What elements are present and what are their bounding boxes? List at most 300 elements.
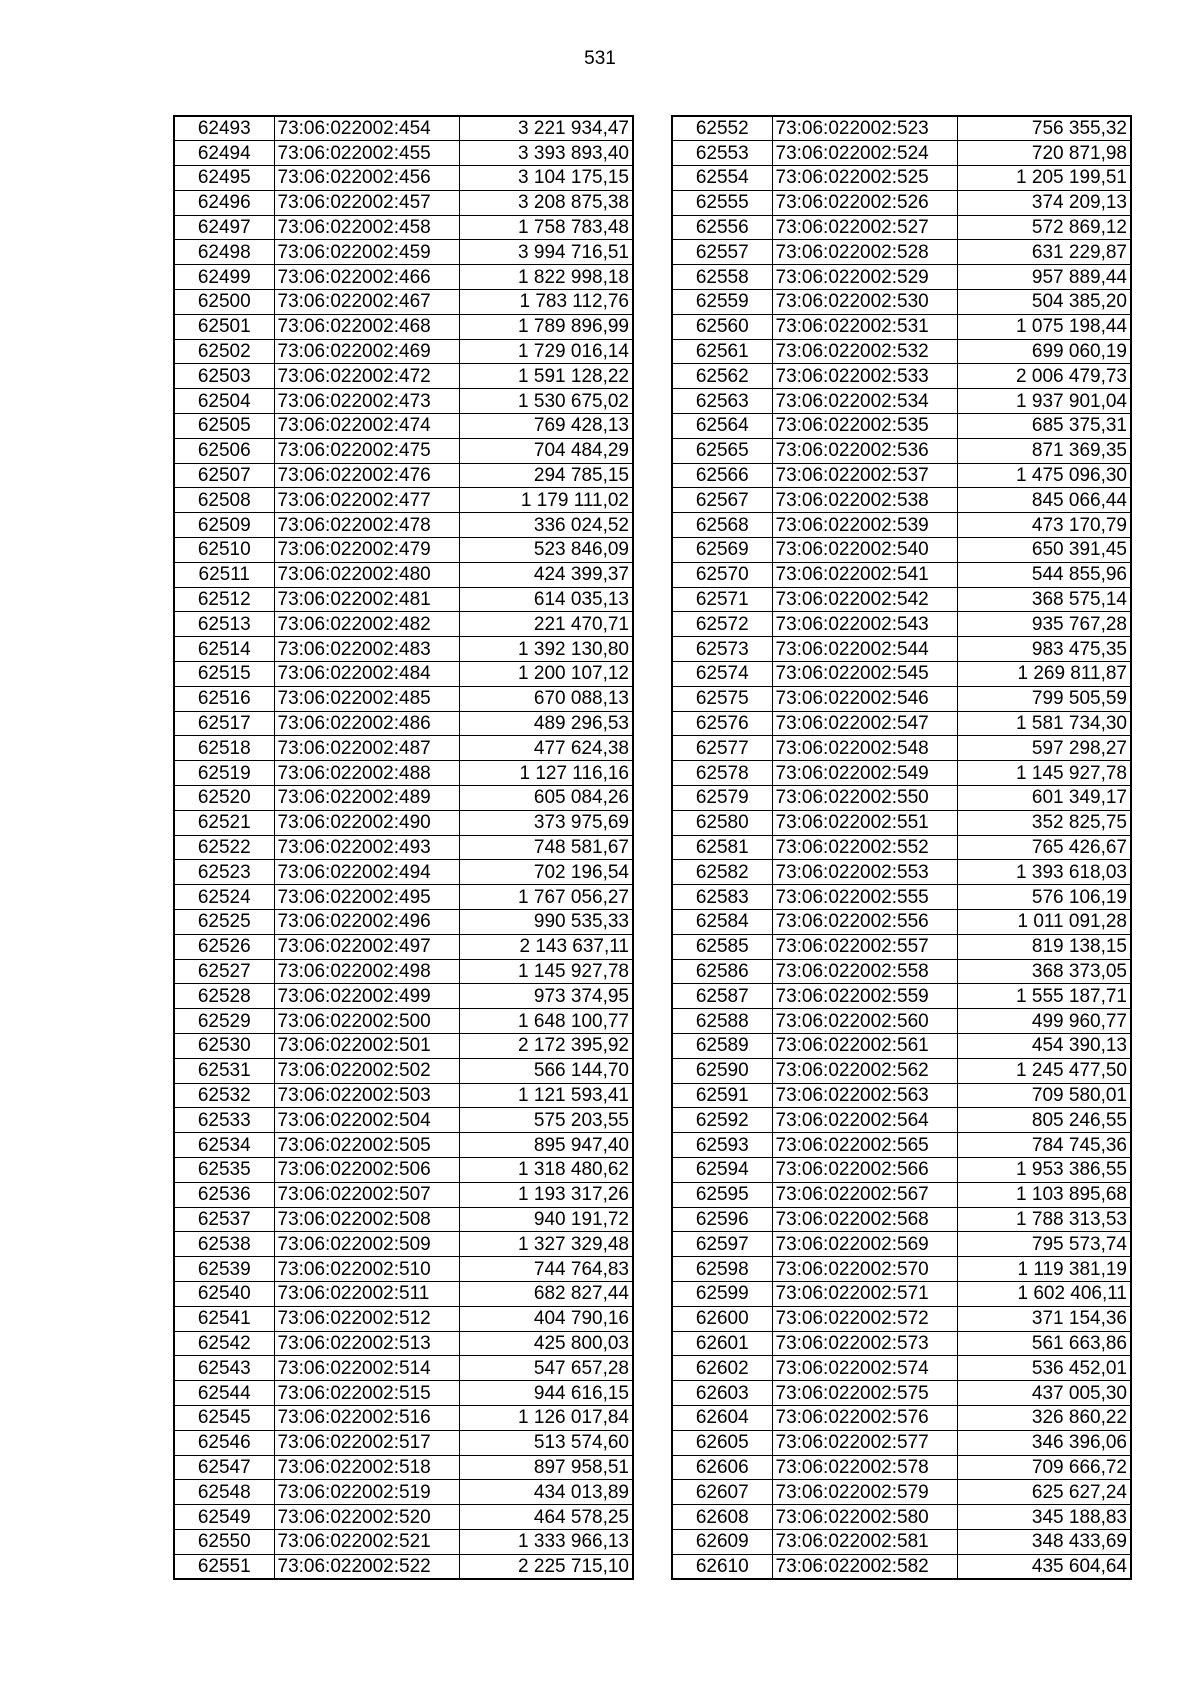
table-row bbox=[174, 240, 633, 265]
cadastral-number-cell: 73:06:022002:561 bbox=[772, 1033, 957, 1058]
cadastral-number-cell: 73:06:022002:489 bbox=[274, 786, 459, 811]
table-row bbox=[672, 1207, 1131, 1232]
value-cell: 769 428,13 bbox=[459, 414, 633, 439]
table-row bbox=[672, 364, 1131, 389]
cadastral-number-cell: 73:06:022002:568 bbox=[772, 1207, 957, 1232]
value-cell: 373 975,69 bbox=[459, 810, 633, 835]
cadastral-number-cell: 73:06:022002:510 bbox=[274, 1257, 459, 1282]
table-row bbox=[174, 959, 633, 984]
value-cell: 699 060,19 bbox=[957, 339, 1131, 364]
table-row bbox=[672, 1009, 1131, 1034]
table-row bbox=[174, 141, 633, 166]
cadastral-number-cell: 73:06:022002:548 bbox=[772, 736, 957, 761]
table-row bbox=[174, 612, 633, 637]
cadastral-number-cell: 73:06:022002:467 bbox=[274, 290, 459, 315]
cadastral-number-cell: 73:06:022002:547 bbox=[772, 711, 957, 736]
cadastral-number-cell: 73:06:022002:474 bbox=[274, 414, 459, 439]
row-number-cell: 62558 bbox=[672, 265, 772, 290]
table-row bbox=[672, 513, 1131, 538]
value-cell: 437 005,30 bbox=[957, 1381, 1131, 1406]
row-number-cell: 62512 bbox=[174, 587, 274, 612]
value-cell: 709 666,72 bbox=[957, 1455, 1131, 1480]
row-number-cell: 62523 bbox=[174, 860, 274, 885]
row-number-cell: 62506 bbox=[174, 438, 274, 463]
ledger-table-right bbox=[671, 115, 1132, 1580]
cadastral-number-cell: 73:06:022002:556 bbox=[772, 910, 957, 935]
table-row bbox=[174, 314, 633, 339]
cadastral-number-cell: 73:06:022002:483 bbox=[274, 637, 459, 662]
table-row bbox=[174, 637, 633, 662]
cadastral-number-cell: 73:06:022002:473 bbox=[274, 389, 459, 414]
ledger-table-body bbox=[672, 116, 1131, 1579]
table-row bbox=[672, 810, 1131, 835]
row-number-cell: 62564 bbox=[672, 414, 772, 439]
cadastral-number-cell: 73:06:022002:570 bbox=[772, 1257, 957, 1282]
cadastral-number-cell: 73:06:022002:482 bbox=[274, 612, 459, 637]
table-row bbox=[672, 265, 1131, 290]
table-row bbox=[174, 116, 633, 141]
row-number-cell: 62588 bbox=[672, 1009, 772, 1034]
value-cell: 605 084,26 bbox=[459, 786, 633, 811]
table-row bbox=[174, 1182, 633, 1207]
row-number-cell: 62603 bbox=[672, 1381, 772, 1406]
row-number-cell: 62514 bbox=[174, 637, 274, 662]
row-number-cell: 62545 bbox=[174, 1405, 274, 1430]
value-cell: 336 024,52 bbox=[459, 513, 633, 538]
value-cell: 944 616,15 bbox=[459, 1381, 633, 1406]
cadastral-number-cell: 73:06:022002:456 bbox=[274, 166, 459, 191]
table-row bbox=[174, 265, 633, 290]
cadastral-number-cell: 73:06:022002:521 bbox=[274, 1529, 459, 1554]
value-cell: 748 581,67 bbox=[459, 835, 633, 860]
value-cell: 1 075 198,44 bbox=[957, 314, 1131, 339]
row-number-cell: 62597 bbox=[672, 1232, 772, 1257]
cadastral-number-cell: 73:06:022002:552 bbox=[772, 835, 957, 860]
cadastral-number-cell: 73:06:022002:582 bbox=[772, 1554, 957, 1579]
value-cell: 631 229,87 bbox=[957, 240, 1131, 265]
row-number-cell: 62602 bbox=[672, 1356, 772, 1381]
table-row bbox=[672, 1480, 1131, 1505]
table-row bbox=[174, 463, 633, 488]
cadastral-number-cell: 73:06:022002:544 bbox=[772, 637, 957, 662]
table-row bbox=[672, 637, 1131, 662]
value-cell: 1 758 783,48 bbox=[459, 215, 633, 240]
value-cell: 704 484,29 bbox=[459, 438, 633, 463]
row-number-cell: 62550 bbox=[174, 1529, 274, 1554]
cadastral-number-cell: 73:06:022002:520 bbox=[274, 1505, 459, 1530]
row-number-cell: 62587 bbox=[672, 984, 772, 1009]
cadastral-number-cell: 73:06:022002:480 bbox=[274, 562, 459, 587]
value-cell: 424 399,37 bbox=[459, 562, 633, 587]
value-cell: 597 298,27 bbox=[957, 736, 1131, 761]
table-row bbox=[672, 166, 1131, 191]
table-row bbox=[174, 166, 633, 191]
row-number-cell: 62503 bbox=[174, 364, 274, 389]
value-cell: 973 374,95 bbox=[459, 984, 633, 1009]
value-cell: 601 349,17 bbox=[957, 786, 1131, 811]
cadastral-number-cell: 73:06:022002:479 bbox=[274, 538, 459, 563]
cadastral-number-cell: 73:06:022002:495 bbox=[274, 885, 459, 910]
row-number-cell: 62607 bbox=[672, 1480, 772, 1505]
value-cell: 3 208 875,38 bbox=[459, 190, 633, 215]
cadastral-number-cell: 73:06:022002:516 bbox=[274, 1405, 459, 1430]
table-row bbox=[672, 1108, 1131, 1133]
row-number-cell: 62533 bbox=[174, 1108, 274, 1133]
cadastral-number-cell: 73:06:022002:549 bbox=[772, 761, 957, 786]
table-row bbox=[672, 1157, 1131, 1182]
row-number-cell: 62538 bbox=[174, 1232, 274, 1257]
cadastral-number-cell: 73:06:022002:555 bbox=[772, 885, 957, 910]
cadastral-number-cell: 73:06:022002:541 bbox=[772, 562, 957, 587]
ledger-table-body bbox=[174, 116, 633, 1579]
value-cell: 1 200 107,12 bbox=[459, 662, 633, 687]
table-row bbox=[174, 190, 633, 215]
value-cell: 221 470,71 bbox=[459, 612, 633, 637]
row-number-cell: 62521 bbox=[174, 810, 274, 835]
value-cell: 425 800,03 bbox=[459, 1331, 633, 1356]
table-row bbox=[174, 1207, 633, 1232]
table-row bbox=[672, 1505, 1131, 1530]
row-number-cell: 62584 bbox=[672, 910, 772, 935]
cadastral-number-cell: 73:06:022002:466 bbox=[274, 265, 459, 290]
row-number-cell: 62499 bbox=[174, 265, 274, 290]
row-number-cell: 62547 bbox=[174, 1455, 274, 1480]
cadastral-number-cell: 73:06:022002:503 bbox=[274, 1083, 459, 1108]
value-cell: 720 871,98 bbox=[957, 141, 1131, 166]
table-row bbox=[174, 1529, 633, 1554]
value-cell: 346 396,06 bbox=[957, 1430, 1131, 1455]
table-row bbox=[174, 1405, 633, 1430]
value-cell: 561 663,86 bbox=[957, 1331, 1131, 1356]
value-cell: 464 578,25 bbox=[459, 1505, 633, 1530]
table-row bbox=[672, 1331, 1131, 1356]
value-cell: 614 035,13 bbox=[459, 587, 633, 612]
cadastral-number-cell: 73:06:022002:545 bbox=[772, 662, 957, 687]
row-number-cell: 62507 bbox=[174, 463, 274, 488]
cadastral-number-cell: 73:06:022002:457 bbox=[274, 190, 459, 215]
row-number-cell: 62596 bbox=[672, 1207, 772, 1232]
table-row bbox=[672, 1083, 1131, 1108]
table-row bbox=[672, 587, 1131, 612]
table-row bbox=[672, 190, 1131, 215]
row-number-cell: 62525 bbox=[174, 910, 274, 935]
row-number-cell: 62595 bbox=[672, 1182, 772, 1207]
cadastral-number-cell: 73:06:022002:508 bbox=[274, 1207, 459, 1232]
table-row bbox=[672, 1033, 1131, 1058]
cadastral-number-cell: 73:06:022002:572 bbox=[772, 1306, 957, 1331]
cadastral-number-cell: 73:06:022002:458 bbox=[274, 215, 459, 240]
value-cell: 702 196,54 bbox=[459, 860, 633, 885]
value-cell: 1 581 734,30 bbox=[957, 711, 1131, 736]
row-number-cell: 62518 bbox=[174, 736, 274, 761]
cadastral-number-cell: 73:06:022002:478 bbox=[274, 513, 459, 538]
value-cell: 765 426,67 bbox=[957, 835, 1131, 860]
row-number-cell: 62509 bbox=[174, 513, 274, 538]
row-number-cell: 62610 bbox=[672, 1554, 772, 1579]
value-cell: 1 126 017,84 bbox=[459, 1405, 633, 1430]
cadastral-number-cell: 73:06:022002:580 bbox=[772, 1505, 957, 1530]
table-row bbox=[672, 885, 1131, 910]
table-row bbox=[174, 1430, 633, 1455]
cadastral-number-cell: 73:06:022002:497 bbox=[274, 934, 459, 959]
row-number-cell: 62583 bbox=[672, 885, 772, 910]
cadastral-number-cell: 73:06:022002:515 bbox=[274, 1381, 459, 1406]
table-row bbox=[672, 686, 1131, 711]
table-row bbox=[672, 984, 1131, 1009]
table-row bbox=[672, 1058, 1131, 1083]
table-row bbox=[174, 662, 633, 687]
table-row bbox=[174, 835, 633, 860]
row-number-cell: 62574 bbox=[672, 662, 772, 687]
table-row bbox=[174, 1554, 633, 1579]
cadastral-number-cell: 73:06:022002:528 bbox=[772, 240, 957, 265]
row-number-cell: 62573 bbox=[672, 637, 772, 662]
value-cell: 1 591 128,22 bbox=[459, 364, 633, 389]
value-cell: 513 574,60 bbox=[459, 1430, 633, 1455]
value-cell: 895 947,40 bbox=[459, 1133, 633, 1158]
cadastral-number-cell: 73:06:022002:476 bbox=[274, 463, 459, 488]
cadastral-number-cell: 73:06:022002:499 bbox=[274, 984, 459, 1009]
table-row bbox=[672, 1455, 1131, 1480]
value-cell: 709 580,01 bbox=[957, 1083, 1131, 1108]
ledger-table-left bbox=[173, 115, 634, 1580]
row-number-cell: 62569 bbox=[672, 538, 772, 563]
row-number-cell: 62500 bbox=[174, 290, 274, 315]
table-row bbox=[174, 215, 633, 240]
cadastral-number-cell: 73:06:022002:557 bbox=[772, 934, 957, 959]
cadastral-number-cell: 73:06:022002:529 bbox=[772, 265, 957, 290]
row-number-cell: 62582 bbox=[672, 860, 772, 885]
cadastral-number-cell: 73:06:022002:553 bbox=[772, 860, 957, 885]
row-number-cell: 62553 bbox=[672, 141, 772, 166]
value-cell: 685 375,31 bbox=[957, 414, 1131, 439]
value-cell: 1 475 096,30 bbox=[957, 463, 1131, 488]
table-row bbox=[174, 414, 633, 439]
cadastral-number-cell: 73:06:022002:485 bbox=[274, 686, 459, 711]
cadastral-number-cell: 73:06:022002:576 bbox=[772, 1405, 957, 1430]
table-row bbox=[174, 984, 633, 1009]
row-number-cell: 62535 bbox=[174, 1157, 274, 1182]
table-row bbox=[672, 141, 1131, 166]
value-cell: 454 390,13 bbox=[957, 1033, 1131, 1058]
value-cell: 1 783 112,76 bbox=[459, 290, 633, 315]
cadastral-number-cell: 73:06:022002:567 bbox=[772, 1182, 957, 1207]
value-cell: 504 385,20 bbox=[957, 290, 1131, 315]
table-row bbox=[672, 116, 1131, 141]
cadastral-number-cell: 73:06:022002:578 bbox=[772, 1455, 957, 1480]
page-number: 531 bbox=[584, 48, 616, 69]
row-number-cell: 62495 bbox=[174, 166, 274, 191]
value-cell: 1 119 381,19 bbox=[957, 1257, 1131, 1282]
table-row bbox=[672, 463, 1131, 488]
cadastral-number-cell: 73:06:022002:477 bbox=[274, 488, 459, 513]
table-row bbox=[174, 1505, 633, 1530]
table-row bbox=[672, 1133, 1131, 1158]
table-row bbox=[672, 612, 1131, 637]
table-row bbox=[174, 290, 633, 315]
row-number-cell: 62559 bbox=[672, 290, 772, 315]
table-row bbox=[672, 1529, 1131, 1554]
row-number-cell: 62519 bbox=[174, 761, 274, 786]
row-number-cell: 62594 bbox=[672, 1157, 772, 1182]
value-cell: 3 104 175,15 bbox=[459, 166, 633, 191]
value-cell: 756 355,32 bbox=[957, 116, 1131, 141]
row-number-cell: 62565 bbox=[672, 438, 772, 463]
row-number-cell: 62554 bbox=[672, 166, 772, 191]
cadastral-number-cell: 73:06:022002:518 bbox=[274, 1455, 459, 1480]
value-cell: 536 452,01 bbox=[957, 1356, 1131, 1381]
row-number-cell: 62494 bbox=[174, 141, 274, 166]
value-cell: 326 860,22 bbox=[957, 1405, 1131, 1430]
table-row bbox=[672, 959, 1131, 984]
cadastral-number-cell: 73:06:022002:505 bbox=[274, 1133, 459, 1158]
cadastral-number-cell: 73:06:022002:565 bbox=[772, 1133, 957, 1158]
table-row bbox=[174, 1306, 633, 1331]
cadastral-number-cell: 73:06:022002:468 bbox=[274, 314, 459, 339]
table-row bbox=[174, 339, 633, 364]
cadastral-number-cell: 73:06:022002:577 bbox=[772, 1430, 957, 1455]
value-cell: 1 145 927,78 bbox=[459, 959, 633, 984]
value-cell: 1 953 386,55 bbox=[957, 1157, 1131, 1182]
cadastral-number-cell: 73:06:022002:560 bbox=[772, 1009, 957, 1034]
cadastral-number-cell: 73:06:022002:532 bbox=[772, 339, 957, 364]
table-row bbox=[672, 240, 1131, 265]
row-number-cell: 62606 bbox=[672, 1455, 772, 1480]
row-number-cell: 62605 bbox=[672, 1430, 772, 1455]
row-number-cell: 62505 bbox=[174, 414, 274, 439]
row-number-cell: 62560 bbox=[672, 314, 772, 339]
value-cell: 404 790,16 bbox=[459, 1306, 633, 1331]
row-number-cell: 62575 bbox=[672, 686, 772, 711]
row-number-cell: 62534 bbox=[174, 1133, 274, 1158]
row-number-cell: 62528 bbox=[174, 984, 274, 1009]
cadastral-number-cell: 73:06:022002:534 bbox=[772, 389, 957, 414]
cadastral-number-cell: 73:06:022002:481 bbox=[274, 587, 459, 612]
cadastral-number-cell: 73:06:022002:559 bbox=[772, 984, 957, 1009]
cadastral-number-cell: 73:06:022002:490 bbox=[274, 810, 459, 835]
row-number-cell: 62511 bbox=[174, 562, 274, 587]
value-cell: 3 393 893,40 bbox=[459, 141, 633, 166]
value-cell: 2 006 479,73 bbox=[957, 364, 1131, 389]
table-row bbox=[174, 538, 633, 563]
row-number-cell: 62504 bbox=[174, 389, 274, 414]
table-row bbox=[174, 1033, 633, 1058]
row-number-cell: 62544 bbox=[174, 1381, 274, 1406]
row-number-cell: 62540 bbox=[174, 1281, 274, 1306]
cadastral-number-cell: 73:06:022002:517 bbox=[274, 1430, 459, 1455]
row-number-cell: 62591 bbox=[672, 1083, 772, 1108]
cadastral-number-cell: 73:06:022002:530 bbox=[772, 290, 957, 315]
row-number-cell: 62539 bbox=[174, 1257, 274, 1282]
cadastral-number-cell: 73:06:022002:574 bbox=[772, 1356, 957, 1381]
cadastral-number-cell: 73:06:022002:501 bbox=[274, 1033, 459, 1058]
table-row bbox=[672, 1182, 1131, 1207]
row-number-cell: 62546 bbox=[174, 1430, 274, 1455]
value-cell: 1 602 406,11 bbox=[957, 1281, 1131, 1306]
table-row bbox=[174, 910, 633, 935]
row-number-cell: 62578 bbox=[672, 761, 772, 786]
cadastral-number-cell: 73:06:022002:527 bbox=[772, 215, 957, 240]
cadastral-number-cell: 73:06:022002:581 bbox=[772, 1529, 957, 1554]
cadastral-number-cell: 73:06:022002:550 bbox=[772, 786, 957, 811]
value-cell: 1 327 329,48 bbox=[459, 1232, 633, 1257]
value-cell: 845 066,44 bbox=[957, 488, 1131, 513]
value-cell: 670 088,13 bbox=[459, 686, 633, 711]
table-row bbox=[174, 488, 633, 513]
table-row bbox=[672, 414, 1131, 439]
value-cell: 368 575,14 bbox=[957, 587, 1131, 612]
table-row bbox=[672, 339, 1131, 364]
row-number-cell: 62598 bbox=[672, 1257, 772, 1282]
row-number-cell: 62555 bbox=[672, 190, 772, 215]
table-row bbox=[672, 1306, 1131, 1331]
row-number-cell: 62609 bbox=[672, 1529, 772, 1554]
value-cell: 1 937 901,04 bbox=[957, 389, 1131, 414]
cadastral-number-cell: 73:06:022002:454 bbox=[274, 116, 459, 141]
row-number-cell: 62601 bbox=[672, 1331, 772, 1356]
cadastral-number-cell: 73:06:022002:569 bbox=[772, 1232, 957, 1257]
row-number-cell: 62527 bbox=[174, 959, 274, 984]
cadastral-number-cell: 73:06:022002:475 bbox=[274, 438, 459, 463]
cadastral-number-cell: 73:06:022002:558 bbox=[772, 959, 957, 984]
cadastral-number-cell: 73:06:022002:496 bbox=[274, 910, 459, 935]
cadastral-number-cell: 73:06:022002:511 bbox=[274, 1281, 459, 1306]
row-number-cell: 62566 bbox=[672, 463, 772, 488]
cadastral-number-cell: 73:06:022002:524 bbox=[772, 141, 957, 166]
table-row bbox=[174, 1108, 633, 1133]
row-number-cell: 62572 bbox=[672, 612, 772, 637]
cadastral-number-cell: 73:06:022002:538 bbox=[772, 488, 957, 513]
cadastral-number-cell: 73:06:022002:531 bbox=[772, 314, 957, 339]
cadastral-number-cell: 73:06:022002:573 bbox=[772, 1331, 957, 1356]
row-number-cell: 62590 bbox=[672, 1058, 772, 1083]
cadastral-number-cell: 73:06:022002:484 bbox=[274, 662, 459, 687]
table-row bbox=[672, 438, 1131, 463]
table-row bbox=[174, 1058, 633, 1083]
table-row bbox=[174, 1232, 633, 1257]
value-cell: 799 505,59 bbox=[957, 686, 1131, 711]
table-row bbox=[672, 910, 1131, 935]
value-cell: 1 530 675,02 bbox=[459, 389, 633, 414]
row-number-cell: 62599 bbox=[672, 1281, 772, 1306]
value-cell: 2 143 637,11 bbox=[459, 934, 633, 959]
table-row bbox=[672, 934, 1131, 959]
row-number-cell: 62541 bbox=[174, 1306, 274, 1331]
row-number-cell: 62600 bbox=[672, 1306, 772, 1331]
cadastral-number-cell: 73:06:022002:469 bbox=[274, 339, 459, 364]
row-number-cell: 62542 bbox=[174, 1331, 274, 1356]
value-cell: 682 827,44 bbox=[459, 1281, 633, 1306]
row-number-cell: 62513 bbox=[174, 612, 274, 637]
cadastral-number-cell: 73:06:022002:535 bbox=[772, 414, 957, 439]
table-row bbox=[672, 711, 1131, 736]
row-number-cell: 62577 bbox=[672, 736, 772, 761]
cadastral-number-cell: 73:06:022002:506 bbox=[274, 1157, 459, 1182]
row-number-cell: 62552 bbox=[672, 116, 772, 141]
value-cell: 1 767 056,27 bbox=[459, 885, 633, 910]
table-row bbox=[672, 488, 1131, 513]
row-number-cell: 62543 bbox=[174, 1356, 274, 1381]
value-cell: 805 246,55 bbox=[957, 1108, 1131, 1133]
value-cell: 547 657,28 bbox=[459, 1356, 633, 1381]
row-number-cell: 62515 bbox=[174, 662, 274, 687]
table-row bbox=[174, 364, 633, 389]
table-row bbox=[672, 1232, 1131, 1257]
table-row bbox=[174, 513, 633, 538]
row-number-cell: 62529 bbox=[174, 1009, 274, 1034]
row-number-cell: 62548 bbox=[174, 1480, 274, 1505]
row-number-cell: 62557 bbox=[672, 240, 772, 265]
